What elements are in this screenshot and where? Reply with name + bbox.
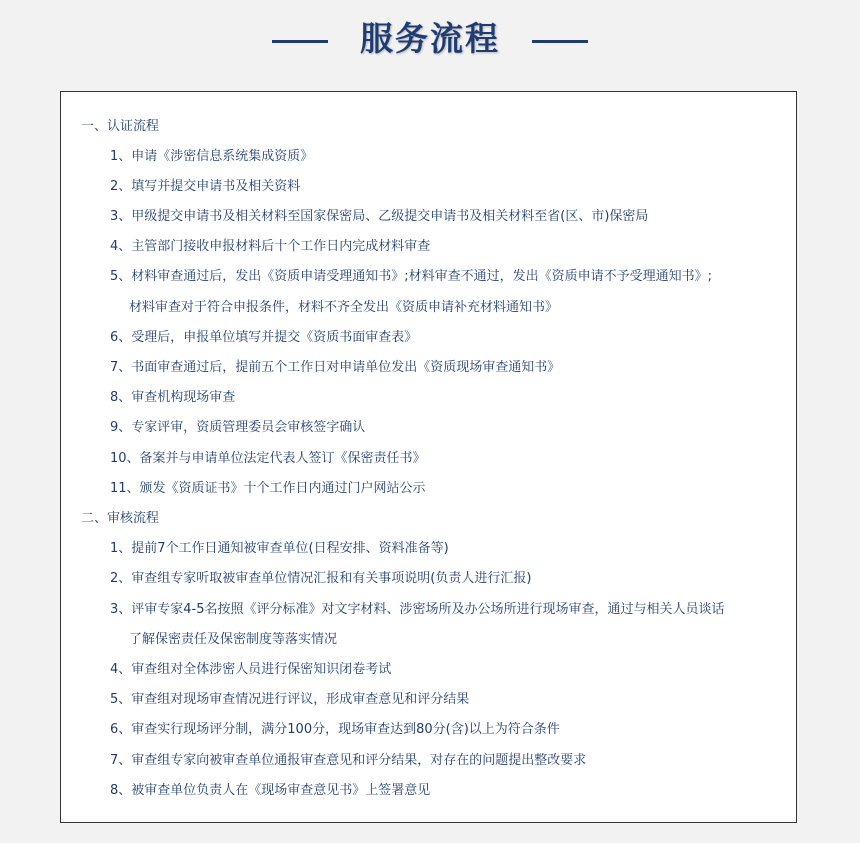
list-item: 1、申请《涉密信息系统集成资质》 [110,149,314,164]
section-title-audit: 二、审核流程 [81,511,160,526]
list-item: 11、颁发《资质证书》十个工作日内通过门户网站公示 [110,481,426,496]
list-item-continuation: 材料审查对于符合申报条件，材料不齐全发出《资质申请补充材料通知书》 [129,300,559,315]
list-item: 2、审查组专家听取被审查单位情况汇报和有关事项说明(负责人进行汇报) [110,571,532,586]
list-item: 5、审查组对现场审查情况进行评议，形成审查意见和评分结果 [110,692,470,707]
list-item: 1、提前7个工作日通知被审查单位(日程安排、资料准备等) [110,541,449,556]
page-header [0,0,860,90]
list-item-continuation: 了解保密责任及保密制度等落实情况 [129,632,338,647]
list-item: 10、备案并与申请单位法定代表人签订《保密责任书》 [110,451,426,466]
list-item: 5、材料审查通过后，发出《资质申请受理通知书》;材料审查不通过，发出《资质申请不予受理通知书》; [110,269,713,284]
process-content-box [60,91,797,823]
page-title: 服务流程 [360,19,500,58]
list-item: 8、审查机构现场审查 [110,390,236,405]
list-item: 9、专家评审，资质管理委员会审核签字确认 [110,420,366,435]
list-item: 3、甲级提交申请书及相关材料至国家保密局、乙级提交申请书及相关材料至省(区、市)保密局 [110,209,649,224]
list-item: 6、受理后，申报单位填写并提交《资质书面审查表》 [110,330,418,345]
list-item: 4、主管部门接收申报材料后十个工作日内完成材料审查 [110,239,431,254]
list-item: 3、评审专家4-5名按照《评分标准》对文字材料、涉密场所及办公场所进行现场审查，通过与相关人员谈话 [110,602,725,617]
list-item: 4、审查组对全体涉密人员进行保密知识闭卷考试 [110,662,392,677]
list-item: 7、书面审查通过后，提前五个工作日对申请单位发出《资质现场审查通知书》 [110,360,561,375]
title-decoration-left [272,40,328,43]
title-decoration-right [532,40,588,43]
list-item: 6、审查实行现场评分制，满分100分，现场审查达到80分(含)以上为符合条件 [110,722,560,737]
list-item: 2、填写并提交申请书及相关资料 [110,179,301,194]
section-title-certification: 一、认证流程 [81,119,160,134]
list-item: 7、审查组专家向被审查单位通报审查意见和评分结果，对存在的问题提出整改要求 [110,753,587,768]
list-item: 8、被审查单位负责人在《现场审查意见书》上签署意见 [110,783,431,798]
